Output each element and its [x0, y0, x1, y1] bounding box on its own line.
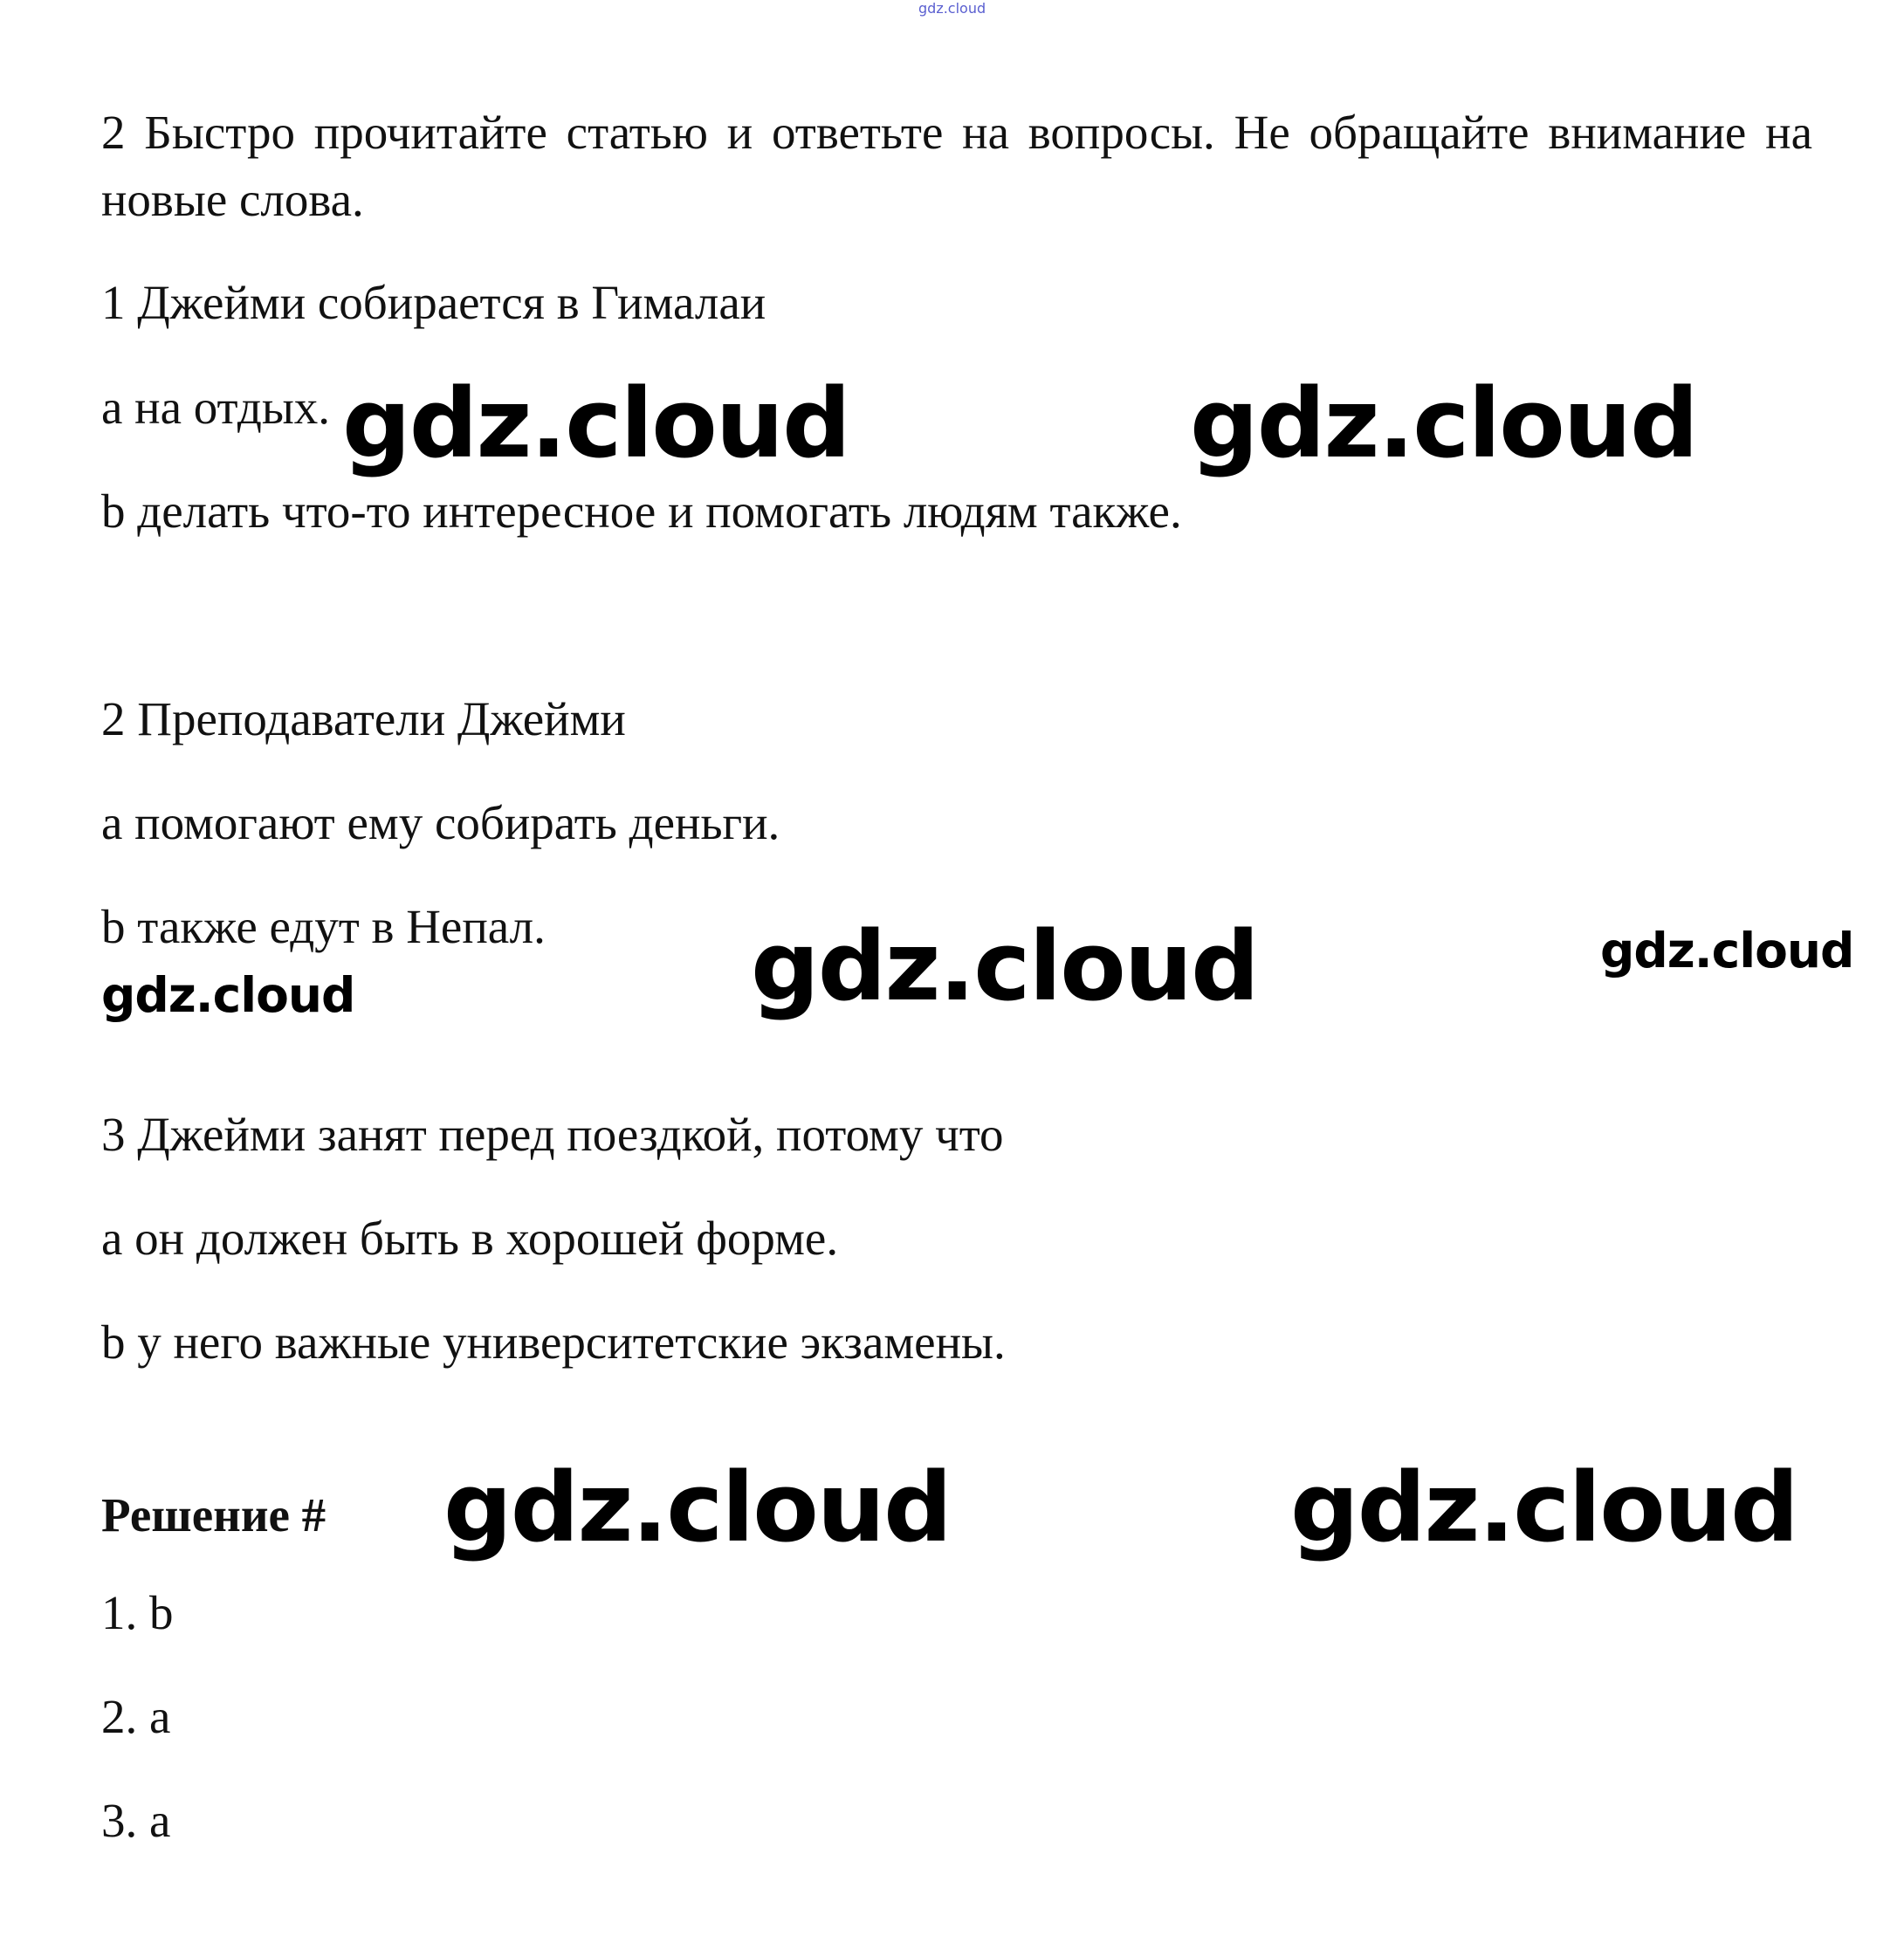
question-3-stem: 3 Джейми занят перед поездкой, потому что: [101, 1108, 1004, 1161]
question-1-option-b: b делать что-то интересное и помогать людям также.: [101, 484, 1182, 538]
question-2-option-b: b также едут в Непал.: [101, 900, 546, 953]
question-2-stem: 2 Преподаватели Джейми: [101, 692, 626, 745]
watermark: gdz.cloud: [1190, 367, 1697, 479]
question-2-option-a: a помогают ему собирать деньги.: [101, 796, 780, 849]
task-instruction: 2 Быстро прочитайте статью и ответьте на вопросы. Не обращайте внимание на новые слова.: [101, 106, 1812, 226]
answer-3: 3. a: [101, 1794, 171, 1847]
question-3-option-b: b у него важные университетские экзамены.: [101, 1315, 1006, 1369]
question-3-option-a: a он должен быть в хорошей форме.: [101, 1212, 839, 1265]
watermark-top: gdz.cloud: [918, 0, 986, 17]
watermark: gdz.cloud: [1600, 923, 1854, 978]
answer-2: 2. a: [101, 1690, 171, 1743]
question-1-stem: 1 Джейми собирается в Гималаи: [101, 276, 766, 329]
watermark: gdz.cloud: [751, 910, 1258, 1022]
answer-1: 1. b: [101, 1586, 174, 1639]
question-1-option-a: a на отдых.: [101, 381, 331, 434]
watermark: gdz.cloud: [1290, 1452, 1797, 1563]
watermark: gdz.cloud: [342, 367, 849, 479]
solution-heading: Решение #: [101, 1488, 326, 1542]
watermark: gdz.cloud: [443, 1452, 951, 1563]
watermark: gdz.cloud: [101, 967, 355, 1023]
